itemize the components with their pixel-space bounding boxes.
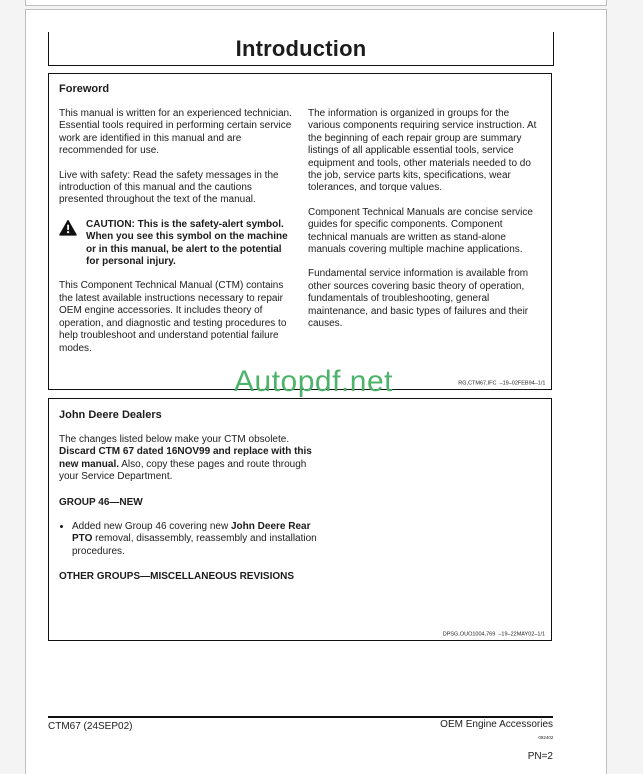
page-title-block [48,32,554,66]
footer-manual-id: CTM67 (24SEP02) [48,721,133,732]
page-title: Introduction [235,35,367,61]
safety-alert-triangle-icon [59,220,77,236]
dealers-reference-code: DPSG,OUO1004,769 –19–22MAY02–1/1 [442,630,545,637]
footer-publication-title: OEM Engine Accessories [440,719,553,730]
foreword-paragraph: Live with safety: Read the safety messages in the introduction of this manual and the cautions presented throughout the text of the manual. [59,169,279,206]
footer-page-number: PN=2 [527,751,553,762]
revision-text: Added new Group 46 covering new [72,521,231,533]
dealers-heading: John Deere Dealers [59,409,162,421]
dealers-content [59,434,321,584]
foreword-paragraph: Fundamental service information is available from other sources covering basic theory of operation, fundamentals of troubleshooting, general maintenance, and basic types of failures and their causes. [308,268,529,330]
dealers-intro-text: The changes listed below make your CTM obsolete. [59,434,290,445]
manual-page [25,9,607,774]
foreword-paragraph: Component Technical Manuals are concise service guides for specific components. Component technical manuals are written as stand-alone manuals covering multiple machine applications. [308,206,533,256]
foreword-section [48,73,552,390]
watermark: Autopdf.net [234,365,393,398]
foreword-paragraph: This manual is written for an experienced technician. Essential tools required in performing certain service work are identified in this manual and are recommended for use. [59,108,292,157]
revision-text: removal, disassembly, reassembly and installation procedures. [72,533,317,557]
caution-block [59,219,293,269]
revision-list [59,521,321,558]
revision-list-item [72,521,321,558]
dealers-intro-paragraph [59,434,321,484]
foreword-heading: Foreword [59,83,110,95]
foreword-paragraph: This Component Technical Manual (CTM) contains the latest available instructions necessary to repair OEM engine accessories. It includes theory of operation, and diagnostic and testing procedures to help troubleshoot and understand potential failure modes. [59,280,287,354]
revision-bold-text: John Deere Rear PTO [72,521,311,545]
other-groups-heading: OTHER GROUPS—MISCELLANEOUS REVISIONS [59,571,295,583]
foreword-right-column [308,108,541,367]
dealers-intro-text: Also, copy these pages and route through your Service Department. [59,458,307,483]
group-46-heading: GROUP 46—NEW [59,496,143,508]
foreword-reference-code: RG,CTM67,IFC –19–02FEB94–1/1 [457,379,545,386]
footer-rule [48,716,553,718]
dealers-intro-bold-text: Discard CTM 67 dated 16NOV99 and replace with this new manual. [59,446,312,470]
foreword-paragraph: The information is organized in groups for the various components requiring service instruction. At the beginning of each repair group are summary listings of all applicable essential tools, service equipment and tools, other materials needed to do the job, service parts kits, specifications, wear tolerances, and torque values. [308,108,537,194]
caution-text: CAUTION: This is the safety-alert symbol. When you see this symbol on the machine or in this manual, be alert to the potential for personal injury. [86,218,288,268]
previous-page-bottom-edge [25,0,607,6]
foreword-left-column [59,108,293,367]
footer-right-block [48,719,553,762]
footer-print-code: 092402 [537,735,553,741]
dealers-section [48,398,552,641]
